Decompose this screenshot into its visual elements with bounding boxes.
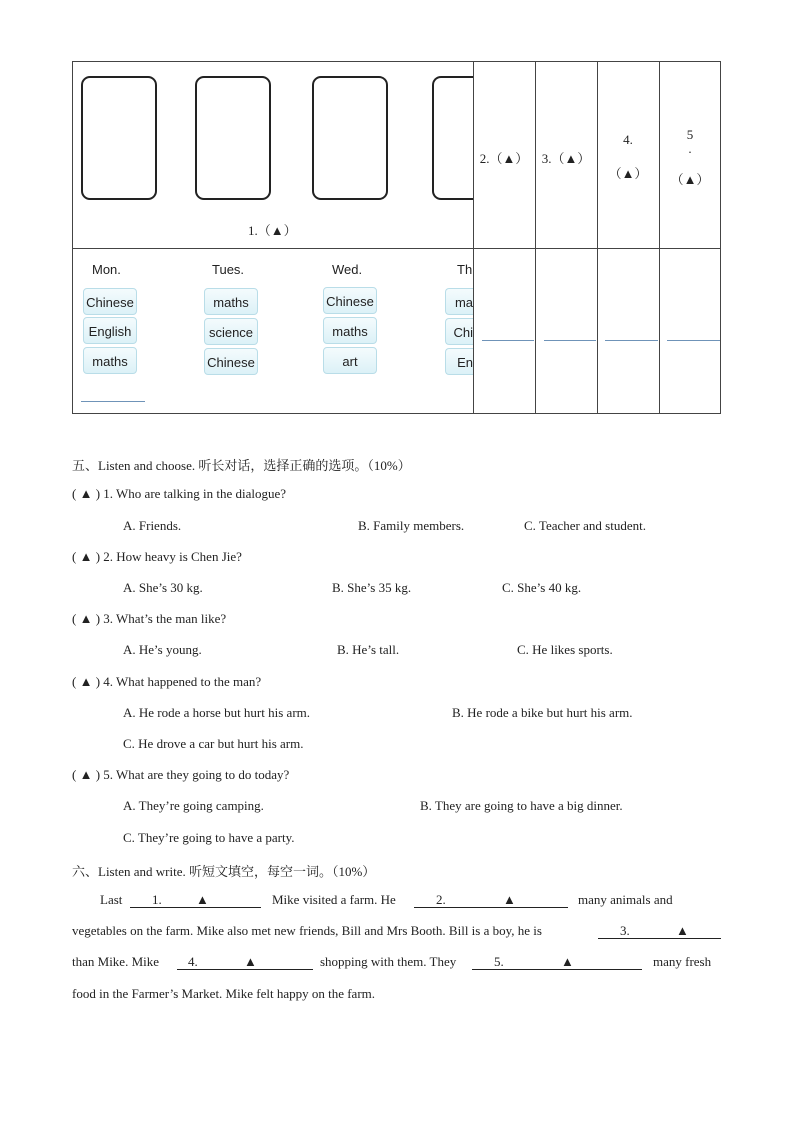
option-b: B. Family members. bbox=[358, 518, 465, 533]
answer-cell-5-dot: . bbox=[688, 141, 692, 156]
blank-5[interactable] bbox=[472, 954, 642, 970]
section-6-title: 六、Listen and write. 听短文填空，每空一词。（10%） bbox=[72, 864, 376, 879]
blank-mark: ▲ bbox=[503, 892, 516, 907]
answer-cell-4: （▲） bbox=[608, 166, 648, 181]
timetable-subject: Chinese bbox=[204, 348, 258, 375]
answer-line bbox=[605, 340, 658, 341]
picture-card bbox=[312, 76, 388, 200]
timetable-subject: science bbox=[204, 318, 258, 345]
answer-cell-4-number: 4. bbox=[623, 132, 633, 147]
answer-cell-2: 2.（▲） bbox=[479, 151, 529, 166]
passage-text: many animals and bbox=[578, 892, 673, 907]
section-5-title: 五、Listen and choose. 听长对话，选择正确的选项。（10%） bbox=[72, 458, 411, 473]
question-5: ( ▲ ) 5. What are they going to do today? bbox=[72, 767, 290, 782]
answer-line bbox=[81, 401, 145, 402]
blank-3[interactable] bbox=[598, 923, 721, 939]
answer-line bbox=[667, 340, 720, 341]
answer-cell-3: 3.（▲） bbox=[541, 151, 591, 166]
timetable-subject: ma bbox=[445, 288, 473, 315]
blank-mark: ▲ bbox=[561, 954, 574, 969]
answer-line bbox=[544, 340, 596, 341]
listening-table bbox=[72, 61, 721, 414]
blank-number: 5. bbox=[494, 954, 504, 969]
blank-1[interactable] bbox=[130, 892, 261, 908]
option-b: B. They are going to have a big dinner. bbox=[420, 798, 623, 813]
blank-number: 1. bbox=[152, 892, 162, 907]
option-c: C. She’s 40 kg. bbox=[502, 580, 582, 595]
option-b: B. She’s 35 kg. bbox=[332, 580, 412, 595]
passage-text: than Mike. Mike bbox=[72, 954, 160, 969]
blank-number: 2. bbox=[436, 892, 446, 907]
timetable-subject: English bbox=[83, 317, 137, 344]
timetable-subject: maths bbox=[323, 317, 377, 344]
answer-cell-5-number: 5 bbox=[686, 127, 694, 142]
passage-text: Mike visited a farm. He bbox=[272, 892, 396, 907]
question-1: ( ▲ ) 1. Who are talking in the dialogue? bbox=[72, 486, 287, 501]
option-a: A. Friends. bbox=[123, 518, 182, 533]
option-a: A. He rode a horse but hurt his arm. bbox=[123, 705, 311, 720]
blank-mark: ▲ bbox=[676, 923, 689, 938]
answer-cell-5: （▲） bbox=[670, 172, 710, 187]
option-c: C. He likes sports. bbox=[517, 642, 613, 657]
passage-text: Last bbox=[100, 892, 123, 907]
picture-card bbox=[432, 76, 473, 200]
table-divider bbox=[535, 62, 536, 413]
option-c: C. He drove a car but hurt his arm. bbox=[123, 736, 304, 751]
timetable-subject: En bbox=[445, 348, 473, 375]
blank-number: 4. bbox=[188, 954, 198, 969]
timetable-subject: Chi bbox=[445, 318, 473, 345]
table-divider bbox=[597, 62, 598, 413]
option-a: A. He’s young. bbox=[123, 642, 202, 657]
option-b: B. He rode a bike but hurt his arm. bbox=[452, 705, 633, 720]
timetable-day: Th bbox=[457, 262, 473, 277]
answer-line bbox=[482, 340, 534, 341]
question-4: ( ▲ ) 4. What happened to the man? bbox=[72, 674, 262, 689]
option-a: A. She’s 30 kg. bbox=[123, 580, 203, 595]
question-1-label: 1.（▲） bbox=[248, 223, 297, 238]
passage-text: vegetables on the farm. Mike also met new friends, Bill and Mrs Booth. Bill is a boy, he is bbox=[72, 923, 542, 938]
table-divider bbox=[473, 62, 474, 413]
timetable-day: Wed. bbox=[332, 262, 363, 277]
timetable-day: Tues. bbox=[212, 262, 245, 277]
picture-card bbox=[195, 76, 271, 200]
passage-text: shopping with them. They bbox=[320, 954, 457, 969]
option-c: C. Teacher and student. bbox=[524, 518, 646, 533]
table-divider bbox=[659, 62, 660, 413]
blank-2[interactable] bbox=[414, 892, 568, 908]
passage-text: many fresh bbox=[653, 954, 712, 969]
timetable-day: Mon. bbox=[92, 262, 121, 277]
blank-4[interactable] bbox=[177, 954, 313, 970]
passage-text: food in the Farmer’s Market. Mike felt happy on the farm. bbox=[72, 986, 376, 1001]
option-a: A. They’re going camping. bbox=[123, 798, 264, 813]
timetable-subject: art bbox=[323, 347, 377, 374]
timetable-subject: Chinese bbox=[323, 287, 377, 314]
question-3: ( ▲ ) 3. What’s the man like? bbox=[72, 611, 227, 626]
timetable-subject: Chinese bbox=[83, 288, 137, 315]
option-c: C. They’re going to have a party. bbox=[123, 830, 295, 845]
timetable-subject: maths bbox=[83, 347, 137, 374]
table-divider bbox=[73, 248, 720, 249]
blank-mark: ▲ bbox=[244, 954, 257, 969]
blank-mark: ▲ bbox=[196, 892, 209, 907]
option-b: B. He’s tall. bbox=[337, 642, 400, 657]
picture-card bbox=[81, 76, 157, 200]
timetable-subject: maths bbox=[204, 288, 258, 315]
blank-number: 3. bbox=[620, 923, 630, 938]
question-2: ( ▲ ) 2. How heavy is Chen Jie? bbox=[72, 549, 242, 564]
